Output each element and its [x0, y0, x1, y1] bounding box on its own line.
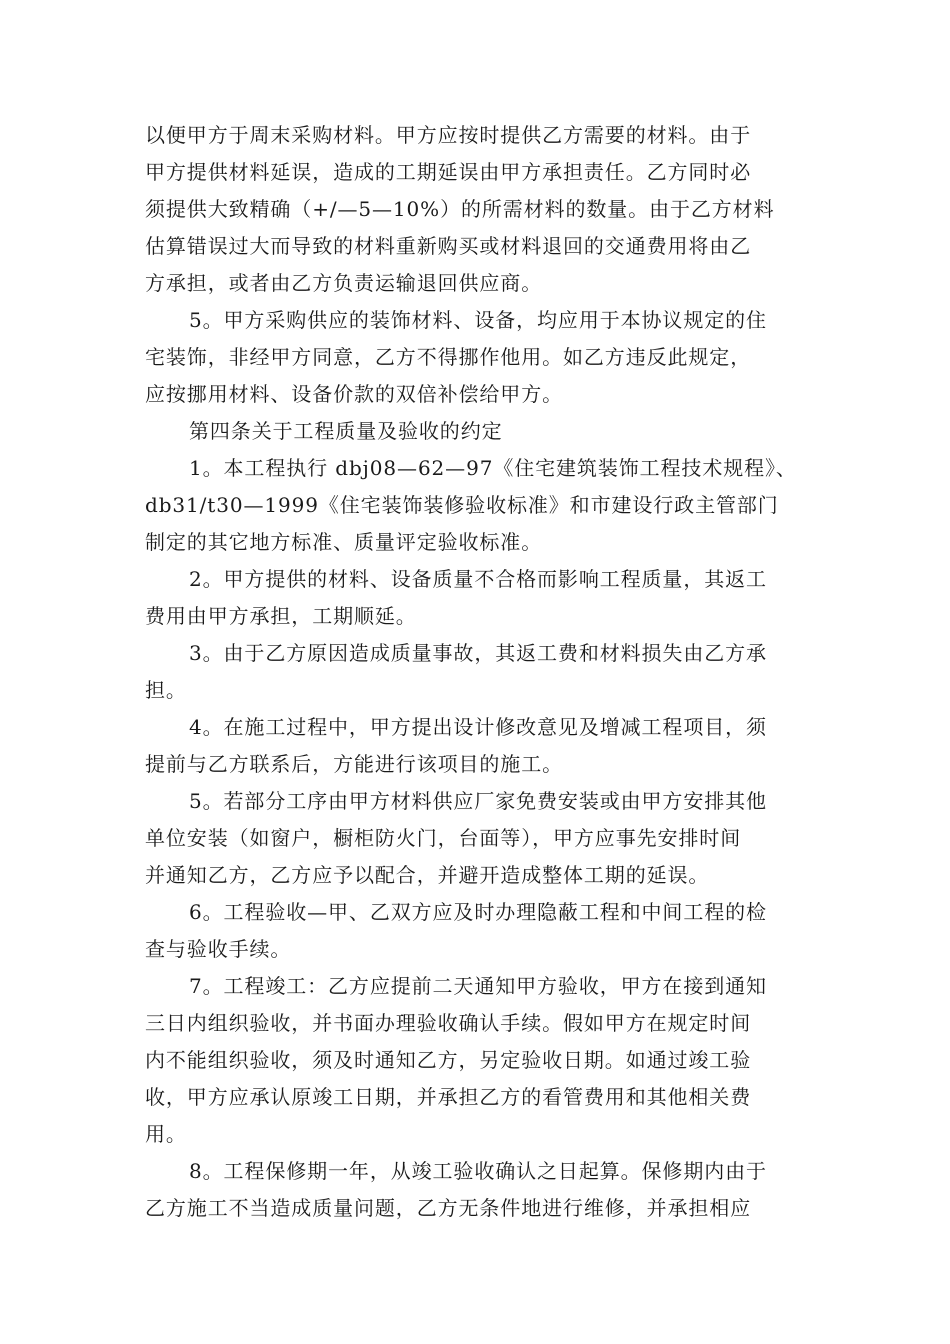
text-line: 提前与乙方联系后，方能进行该项目的施工。 [145, 752, 563, 776]
paragraph-4-5 [145, 783, 808, 894]
text-line: 4。在施工过程中，甲方提出设计修改意见及增减工程项目，须 [189, 715, 767, 739]
text-line: 5。甲方采购供应的装饰材料、设备，均应用于本协议规定的住 [189, 308, 767, 332]
text-line: 宅装饰，非经甲方同意，乙方不得挪作他用。如乙方违反此规定， [145, 345, 752, 369]
text-line: 担。 [145, 678, 187, 702]
text-line: 6。工程验收—甲、乙双方应及时办理隐蔽工程和中间工程的检 [189, 900, 767, 924]
text-line: 收，甲方应承认原竣工日期，并承担乙方的看管费用和其他相关费 [145, 1085, 752, 1109]
text-line: 2。甲方提供的材料、设备质量不合格而影响工程质量，其返工 [189, 567, 767, 591]
text-line: 第四条关于工程质量及验收的约定 [189, 419, 503, 443]
paragraph-article-4-heading [145, 413, 808, 450]
text-line: 须提供大致精确（+/—5—10%）的所需材料的数量。由于乙方材料 [145, 197, 775, 221]
paragraph-materials-continued [145, 117, 808, 302]
text-line: 费用由甲方承担，工期顺延。 [145, 604, 417, 628]
text-line: 查与验收手续。 [145, 937, 292, 961]
paragraph-4-4 [145, 709, 808, 783]
paragraph-4-3 [145, 635, 808, 709]
text-line: 1。本工程执行 dbj08—62—97《住宅建筑装饰工程技术规程》、 [189, 456, 797, 480]
text-line: 制定的其它地方标准、质量评定验收标准。 [145, 530, 543, 554]
text-line: 用。 [145, 1122, 187, 1146]
paragraph-4-8 [145, 1153, 808, 1227]
text-line: 甲方提供材料延误，造成的工期延误由甲方承担责任。乙方同时必 [145, 160, 752, 184]
text-line: 三日内组织验收，并书面办理验收确认手续。假如甲方在规定时间 [145, 1011, 752, 1035]
paragraph-4-1 [145, 450, 808, 561]
text-line: 5。若部分工序由甲方材料供应厂家免费安装或由甲方安排其他 [189, 789, 767, 813]
document-body [145, 117, 808, 1227]
paragraph-4-6 [145, 894, 808, 968]
text-line: 3。由于乙方原因造成质量事故，其返工费和材料损失由乙方承 [189, 641, 767, 665]
text-line: 以便甲方于周末采购材料。甲方应按时提供乙方需要的材料。由于 [145, 123, 752, 147]
text-line: 方承担，或者由乙方负责运输退回供应商。 [145, 271, 543, 295]
text-line: 应按挪用材料、设备价款的双倍补偿给甲方。 [145, 382, 563, 406]
text-line: 内不能组织验收，须及时通知乙方，另定验收日期。如通过竣工验 [145, 1048, 752, 1072]
text-line: 并通知乙方，乙方应予以配合，并避开造成整体工期的延误。 [145, 863, 710, 887]
text-line: 单位安装（如窗户，橱柜防火门，台面等），甲方应事先安排时间 [145, 826, 742, 850]
text-line: 8。工程保修期一年，从竣工验收确认之日起算。保修期内由于 [189, 1159, 767, 1183]
paragraph-4-2 [145, 561, 808, 635]
text-line: db31/t30—1999《住宅装饰装修验收标准》和市建设行政主管部门 [145, 493, 779, 517]
paragraph-4-7 [145, 968, 808, 1153]
text-line: 估算错误过大而导致的材料重新购买或材料退回的交通费用将由乙 [145, 234, 752, 258]
text-line: 7。工程竣工：乙方应提前二天通知甲方验收，甲方在接到通知 [189, 974, 767, 998]
text-line: 乙方施工不当造成质量问题，乙方无条件地进行维修，并承担相应 [145, 1196, 752, 1220]
paragraph-5-materials-use [145, 302, 808, 413]
